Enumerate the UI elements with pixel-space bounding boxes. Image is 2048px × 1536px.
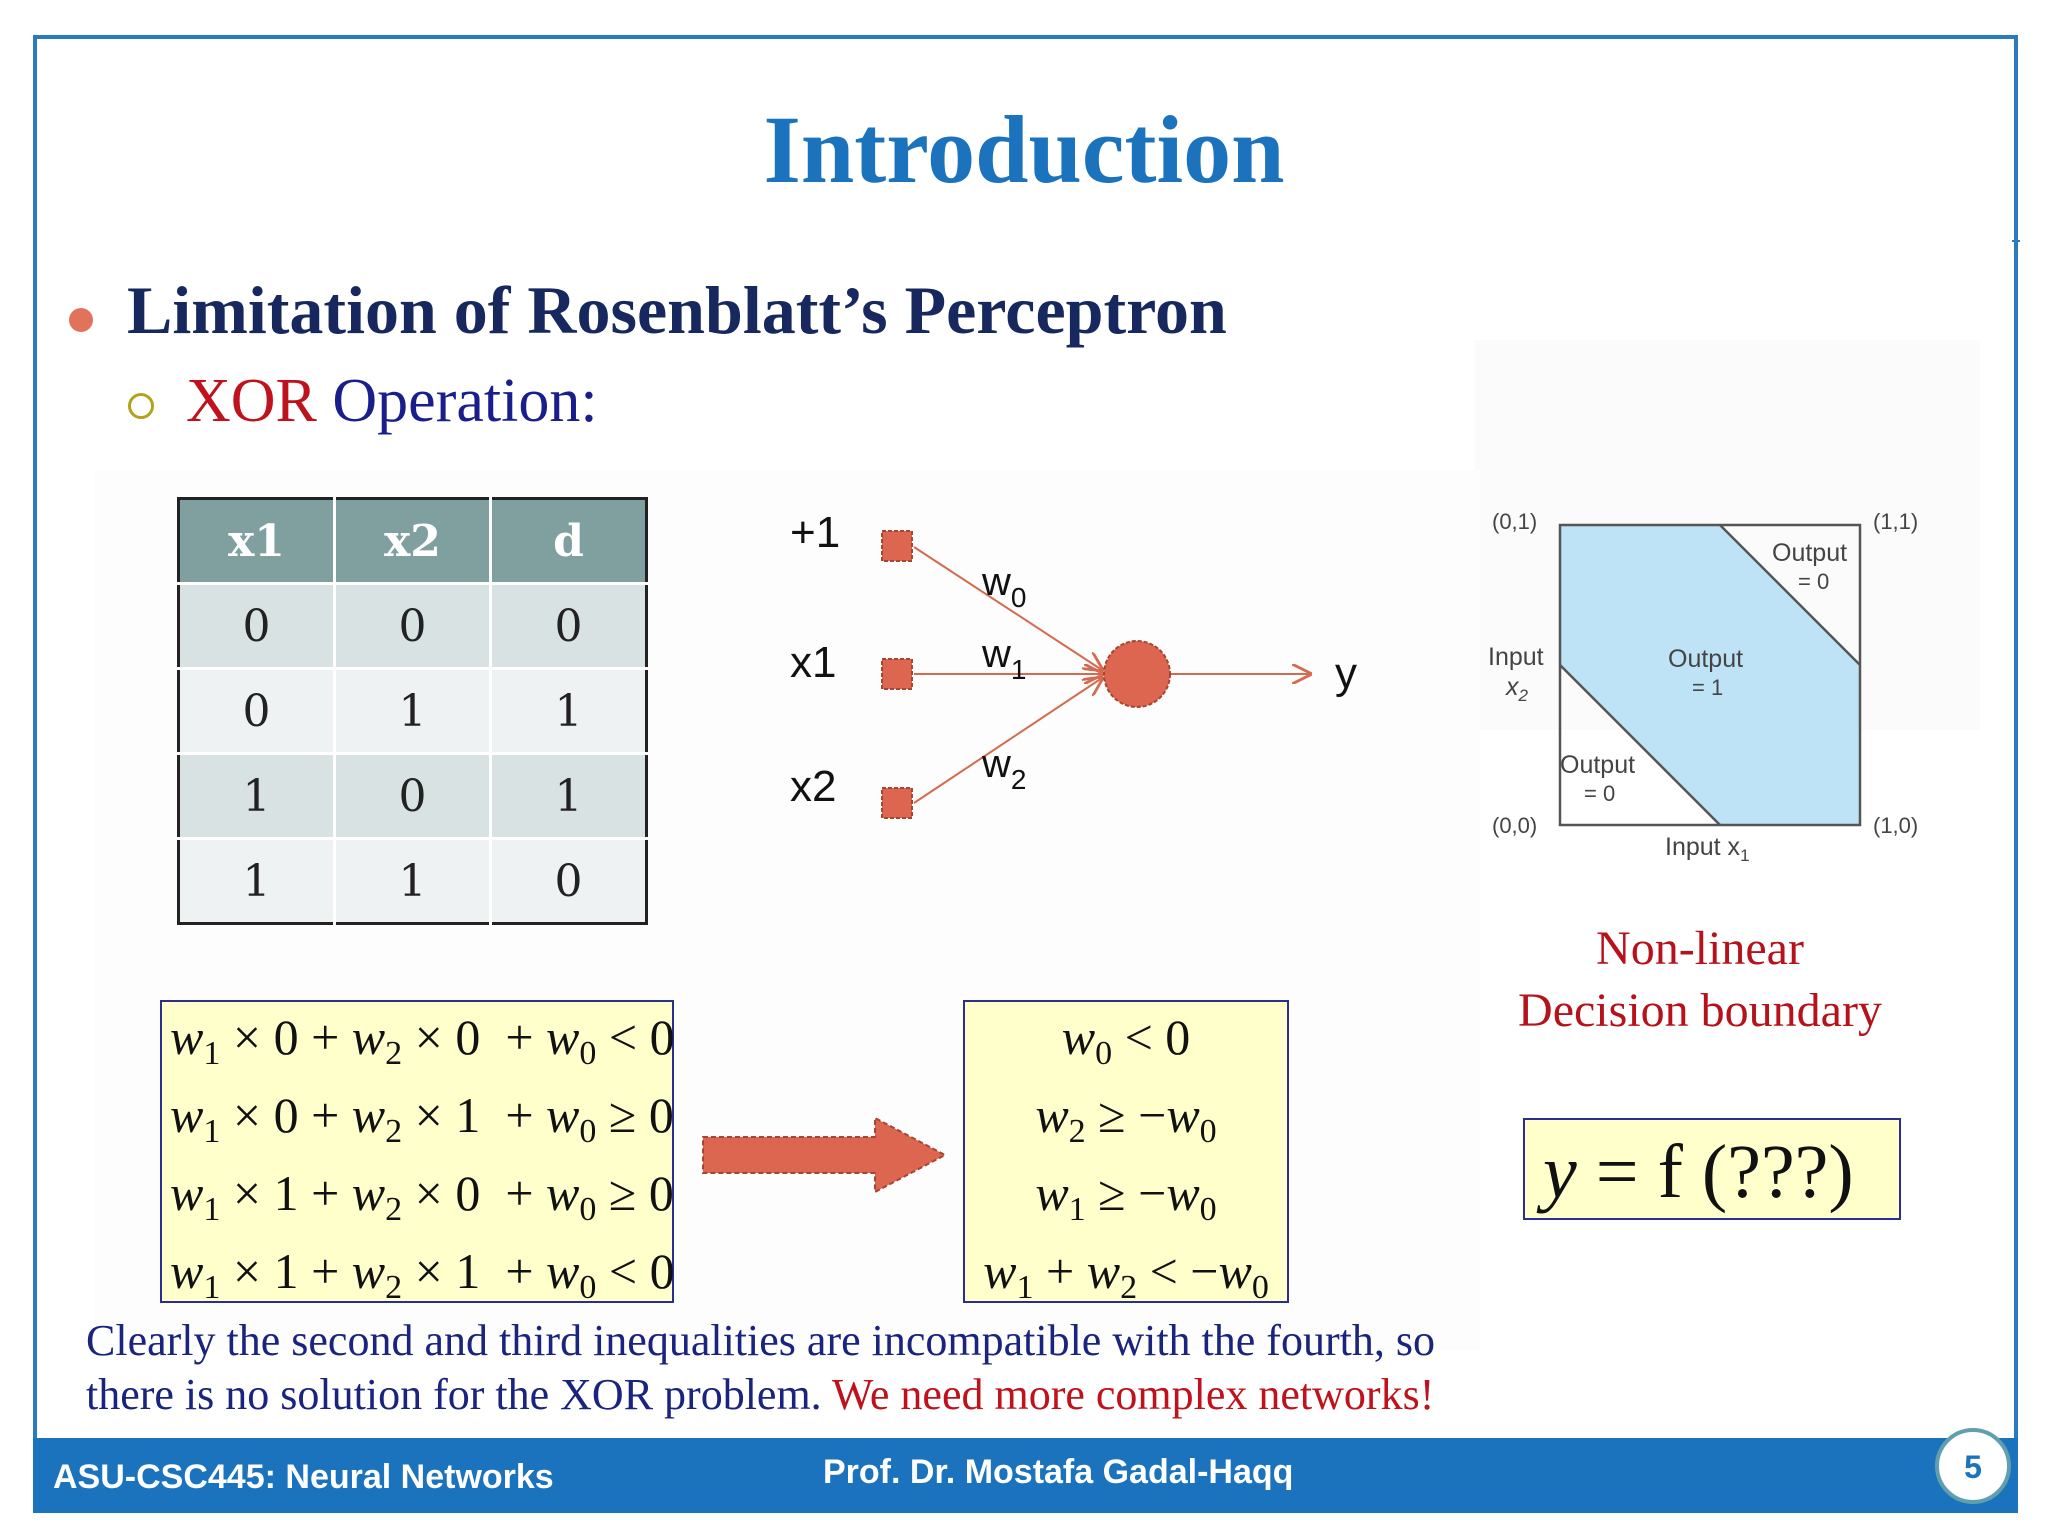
page-number-badge (1935, 1428, 2011, 1504)
subheading-operation: Operation: (316, 367, 598, 435)
header-d: d (491, 499, 647, 584)
implies-arrow (700, 1115, 950, 1195)
conclusion-line-1: Clearly the second and third inequalities are incompatible with the fourth, so (86, 1316, 1435, 1365)
weight-w2-label: $w_2$ (982, 742, 1027, 795)
caption-line-2: Decision boundary (1518, 984, 1882, 1037)
sub-bullet-circle (128, 393, 154, 419)
region-center-label: Output (1668, 645, 1744, 673)
truth-table-header (179, 499, 647, 584)
table-cell: 0 (491, 584, 647, 669)
conclusion-text (86, 1314, 1435, 1422)
decision-boundary-plot (1480, 505, 1960, 875)
inequality-row: $w_1 \times 1 + w_2 \times 1 + w_0 < 0$ (170, 1243, 675, 1306)
y-equals-f-box (1523, 1118, 1901, 1220)
truth-table (177, 497, 648, 925)
corner-label-br: (1,0) (1873, 813, 1919, 838)
page-number: 5 (1964, 1449, 1982, 1485)
bullet-dot (69, 308, 93, 332)
region-tr-value: = 0 (1798, 569, 1830, 594)
footer-bar (33, 1438, 2018, 1513)
table-cell: 1 (335, 669, 491, 754)
weight-w0-label: $w_0$ (982, 560, 1027, 613)
inequality-right-row: $w_1 \ge -w_0$ (1035, 1165, 1217, 1228)
header-x1: x1 (179, 499, 335, 584)
conclusion-emphasis: We need more complex networks! (831, 1370, 1435, 1419)
table-cell: 1 (491, 669, 647, 754)
weight-w1-label: $w_1$ (982, 632, 1027, 685)
footer-author: Prof. Dr. Mostafa Gadal-Haqq (823, 1453, 1294, 1491)
subheading (186, 367, 598, 435)
input-x2-label: x2 (790, 762, 837, 811)
table-row (179, 839, 647, 924)
output-neuron (1104, 641, 1170, 707)
table-cell: 1 (179, 839, 335, 924)
main-heading: Limitation of Rosenblatt’s Perceptron (127, 272, 1227, 348)
inequality-right-row: $w_2 \ge -w_0$ (1035, 1087, 1217, 1150)
input-node-bias (882, 531, 912, 561)
y-axis-var: $x_2$ (1506, 673, 1528, 705)
perceptron-diagram (770, 505, 1370, 835)
region-bl-label: Output (1560, 751, 1636, 779)
table-cell: 0 (179, 669, 335, 754)
table-row (179, 754, 647, 839)
x-axis-label: Input $x_1$ (1665, 833, 1750, 865)
region-center-value: = 1 (1692, 675, 1724, 700)
caption-line-1: Non-linear (1596, 922, 1804, 975)
input-node-x2 (882, 788, 912, 818)
table-cell: 1 (335, 839, 491, 924)
inequality-row: $w_1 \times 0 + w_2 \times 1 + w_0 \ge 0$ (170, 1087, 674, 1150)
output-y-label: y (1335, 649, 1357, 698)
frame-tick (2012, 240, 2020, 242)
input-x1-label: x1 (790, 638, 837, 687)
y-equals-f-text: y = f (???) (1543, 1130, 1854, 1214)
y-axis-label: Input (1488, 643, 1544, 671)
input-bias-label: +1 (790, 508, 841, 557)
input-node-x1 (882, 659, 912, 689)
corner-label-tl: (0,1) (1492, 509, 1538, 534)
header-x2: x2 (335, 499, 491, 584)
table-cell: 0 (335, 584, 491, 669)
table-cell: 0 (491, 839, 647, 924)
table-row (179, 584, 647, 669)
inequality-right-row: $w_0 < 0$ (1061, 1009, 1191, 1072)
table-cell: 0 (335, 754, 491, 839)
inequality-row: $w_1 \times 0 + w_2 \times 0 + w_0 < 0$ (170, 1009, 675, 1072)
table-row (179, 669, 647, 754)
inequalities-left-box (160, 1000, 675, 1306)
subheading-xor: XOR (186, 367, 317, 435)
decision-caption (1500, 918, 1900, 1042)
table-cell: 1 (491, 754, 647, 839)
conclusion-line-2: there is no solution for the XOR problem. We need more complex networks! (86, 1370, 1435, 1419)
table-cell: 1 (179, 754, 335, 839)
slide-title: Introduction (763, 96, 1285, 203)
corner-label-bl: (0,0) (1492, 813, 1538, 838)
corner-label-tr: (1,1) (1873, 509, 1919, 534)
table-cell: 0 (179, 584, 335, 669)
region-tr-label: Output (1772, 539, 1848, 567)
region-bl-value: = 0 (1584, 781, 1616, 806)
inequality-right-row: $w_1 + w_2 < -w_0$ (983, 1243, 1269, 1306)
footer-course: ASU-CSC445: Neural Networks (53, 1458, 554, 1496)
inequalities-right-box (963, 1000, 1289, 1306)
inequality-row: $w_1 \times 1 + w_2 \times 0 + w_0 \ge 0$ (170, 1165, 674, 1228)
